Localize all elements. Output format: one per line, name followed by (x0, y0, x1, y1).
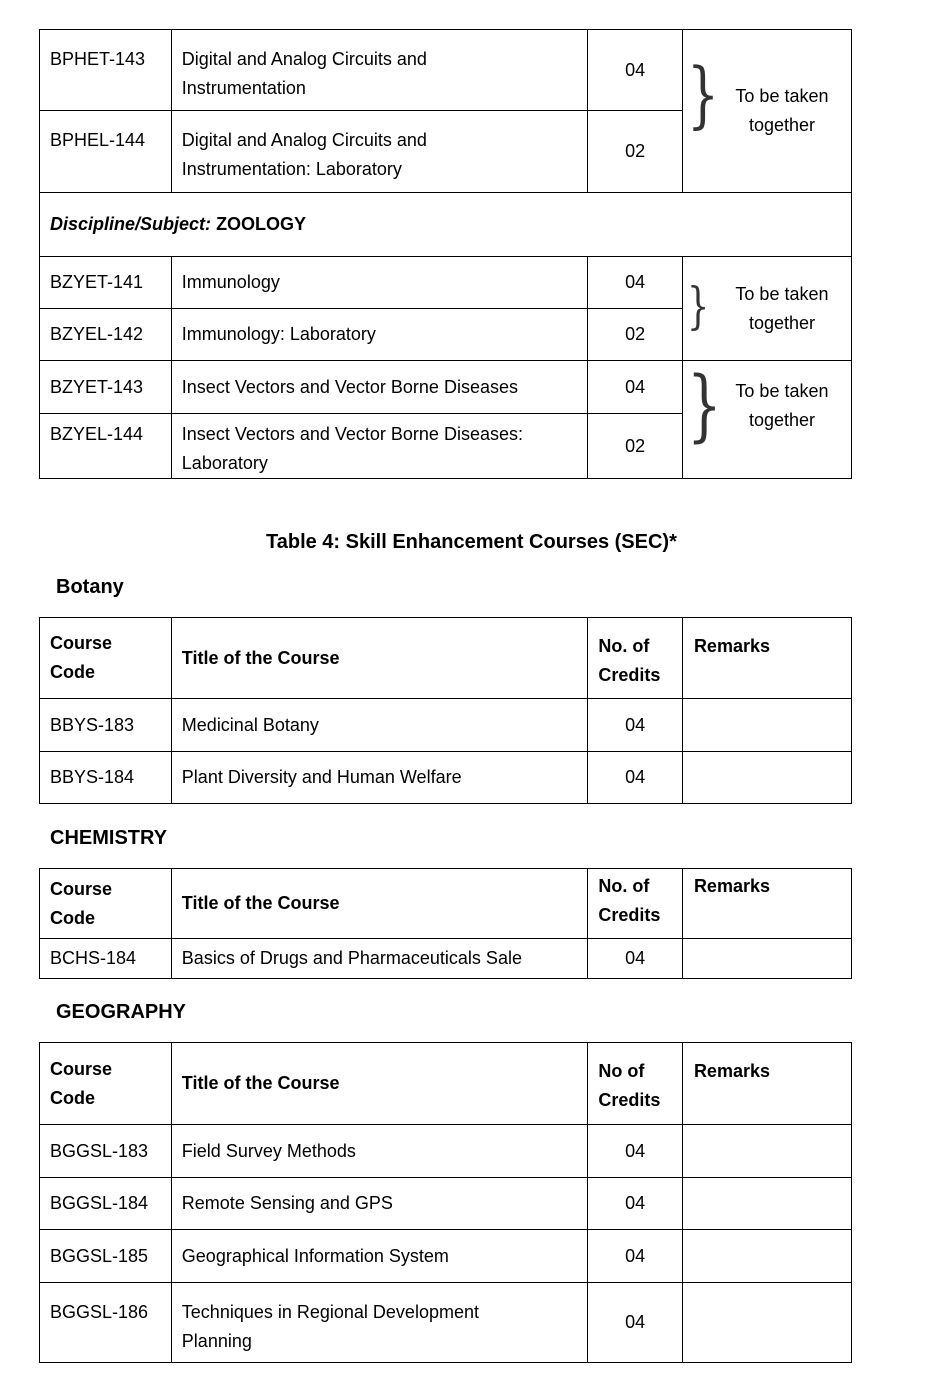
header-course-title: Title of the Course (171, 618, 588, 699)
header-course-code (40, 1043, 172, 1125)
geography-table (39, 1042, 852, 1363)
course-title: Medicinal Botany (171, 699, 588, 752)
course-code: BGGSL-184 (40, 1178, 172, 1230)
course-code: BZYET-143 (40, 361, 172, 414)
header-credits (588, 1043, 683, 1125)
header-line: Credits (598, 1090, 661, 1110)
header-line: No. of (598, 876, 650, 896)
course-title-line: Planning (181, 1331, 252, 1351)
course-code: BZYEL-144 (40, 414, 172, 479)
course-code: BPHET-143 (40, 30, 172, 111)
course-title-line: Digital and Analog Circuits and (181, 49, 427, 69)
course-code: BGGSL-185 (40, 1230, 172, 1283)
course-credits: 02 (588, 111, 683, 193)
remarks-cell (682, 257, 851, 361)
course-code: BGGSL-186 (40, 1283, 172, 1363)
remarks-cell (682, 752, 851, 804)
course-title-line: Instrumentation (181, 78, 306, 98)
course-title-line: Digital and Analog Circuits and (181, 130, 427, 150)
course-title (171, 30, 588, 111)
header-credits (588, 869, 683, 939)
header-course-title: Title of the Course (171, 869, 588, 939)
chemistry-heading: CHEMISTRY (50, 827, 168, 849)
table-header-row (40, 618, 852, 699)
course-code: BPHEL-144 (40, 111, 172, 193)
course-title-line: Laboratory (181, 453, 268, 473)
course-title (171, 1283, 588, 1363)
header-line: No. of (598, 636, 650, 656)
course-credits: 04 (588, 257, 683, 309)
course-title: Basics of Drugs and Pharmaceuticals Sale (171, 939, 588, 979)
course-title-line: Techniques in Regional Development (181, 1302, 479, 1322)
course-credits: 04 (588, 361, 683, 414)
course-title: Insect Vectors and Vector Borne Diseases (171, 361, 588, 414)
table-4-title: Table 4: Skill Enhancement Courses (SEC)* (266, 531, 677, 553)
curly-brace-icon: } (686, 277, 710, 335)
remark-line: together (748, 312, 815, 333)
table-row (40, 699, 852, 752)
table-row (40, 30, 852, 111)
course-title: Field Survey Methods (171, 1125, 588, 1178)
course-credits: 04 (588, 1283, 683, 1363)
course-credits: 04 (588, 699, 683, 752)
remarks-cell (682, 1178, 851, 1230)
course-code: BBYS-183 (40, 699, 172, 752)
geography-heading: GEOGRAPHY (56, 1001, 187, 1023)
header-credits (588, 618, 683, 699)
botany-table (39, 617, 852, 804)
remarks-cell (682, 699, 851, 752)
header-remarks: Remarks (682, 618, 851, 699)
course-title (171, 111, 588, 193)
course-title-line: Instrumentation: Laboratory (181, 159, 402, 179)
remark-line: together (748, 115, 815, 135)
discipline-heading (40, 193, 852, 257)
course-code: BGGSL-183 (40, 1125, 172, 1178)
table-row (40, 939, 852, 979)
course-title: Immunology (171, 257, 588, 309)
remark-line: To be taken (735, 86, 829, 106)
course-code: BCHS-184 (40, 939, 172, 979)
curly-brace-icon: } (686, 52, 720, 136)
top-course-table (39, 29, 852, 479)
course-code: BZYEL-142 (40, 309, 172, 361)
header-line: Credits (598, 665, 661, 685)
table-header-row (40, 1043, 852, 1125)
header-line: No of (598, 1061, 645, 1081)
discipline-row (40, 193, 852, 257)
header-line: Code (50, 907, 95, 928)
header-line: Course (50, 878, 113, 899)
table-header-row (40, 869, 852, 939)
remark-line: To be taken (735, 381, 829, 401)
course-title: Remote Sensing and GPS (171, 1178, 588, 1230)
header-course-code (40, 618, 172, 699)
header-line: Code (50, 1087, 95, 1108)
table-row (40, 1283, 852, 1363)
course-credits: 02 (588, 414, 683, 479)
table-row (40, 1230, 852, 1283)
table-row (40, 361, 852, 414)
course-credits: 02 (588, 309, 683, 361)
table-row (40, 752, 852, 804)
header-line: Credits (598, 905, 661, 925)
table-row (40, 1178, 852, 1230)
header-remarks: Remarks (682, 1043, 851, 1125)
header-line: Code (50, 662, 95, 682)
course-title (171, 414, 588, 479)
curly-brace-icon: } (686, 361, 722, 451)
course-credits: 04 (588, 1125, 683, 1178)
table-row (40, 257, 852, 309)
discipline-label: Discipline/Subject: (50, 214, 212, 234)
remarks-cell (682, 1283, 851, 1363)
course-code: BZYET-141 (40, 257, 172, 309)
chemistry-table (39, 868, 852, 979)
discipline-value: ZOOLOGY (216, 214, 307, 234)
header-remarks: Remarks (682, 869, 851, 939)
course-title: Immunology: Laboratory (171, 309, 588, 361)
remarks-cell (682, 1125, 851, 1178)
course-title: Geographical Information System (171, 1230, 588, 1283)
header-line: Course (50, 1058, 113, 1079)
course-title: Plant Diversity and Human Welfare (171, 752, 588, 804)
course-credits: 04 (588, 939, 683, 979)
table-row (40, 1125, 852, 1178)
remark-line: together (748, 410, 815, 430)
course-credits: 04 (588, 1230, 683, 1283)
remarks-cell (682, 1230, 851, 1283)
remark-line: To be taken (735, 283, 829, 304)
remarks-cell (682, 30, 851, 193)
botany-heading: Botany (56, 576, 124, 598)
header-line: Course (50, 633, 113, 653)
course-code: BBYS-184 (40, 752, 172, 804)
header-course-title: Title of the Course (171, 1043, 588, 1125)
course-title-line: Insect Vectors and Vector Borne Diseases: (181, 424, 523, 444)
remarks-cell (682, 361, 851, 479)
remarks-cell (682, 939, 851, 979)
course-credits: 04 (588, 752, 683, 804)
course-credits: 04 (588, 1178, 683, 1230)
course-credits: 04 (588, 30, 683, 111)
header-course-code (40, 869, 172, 939)
